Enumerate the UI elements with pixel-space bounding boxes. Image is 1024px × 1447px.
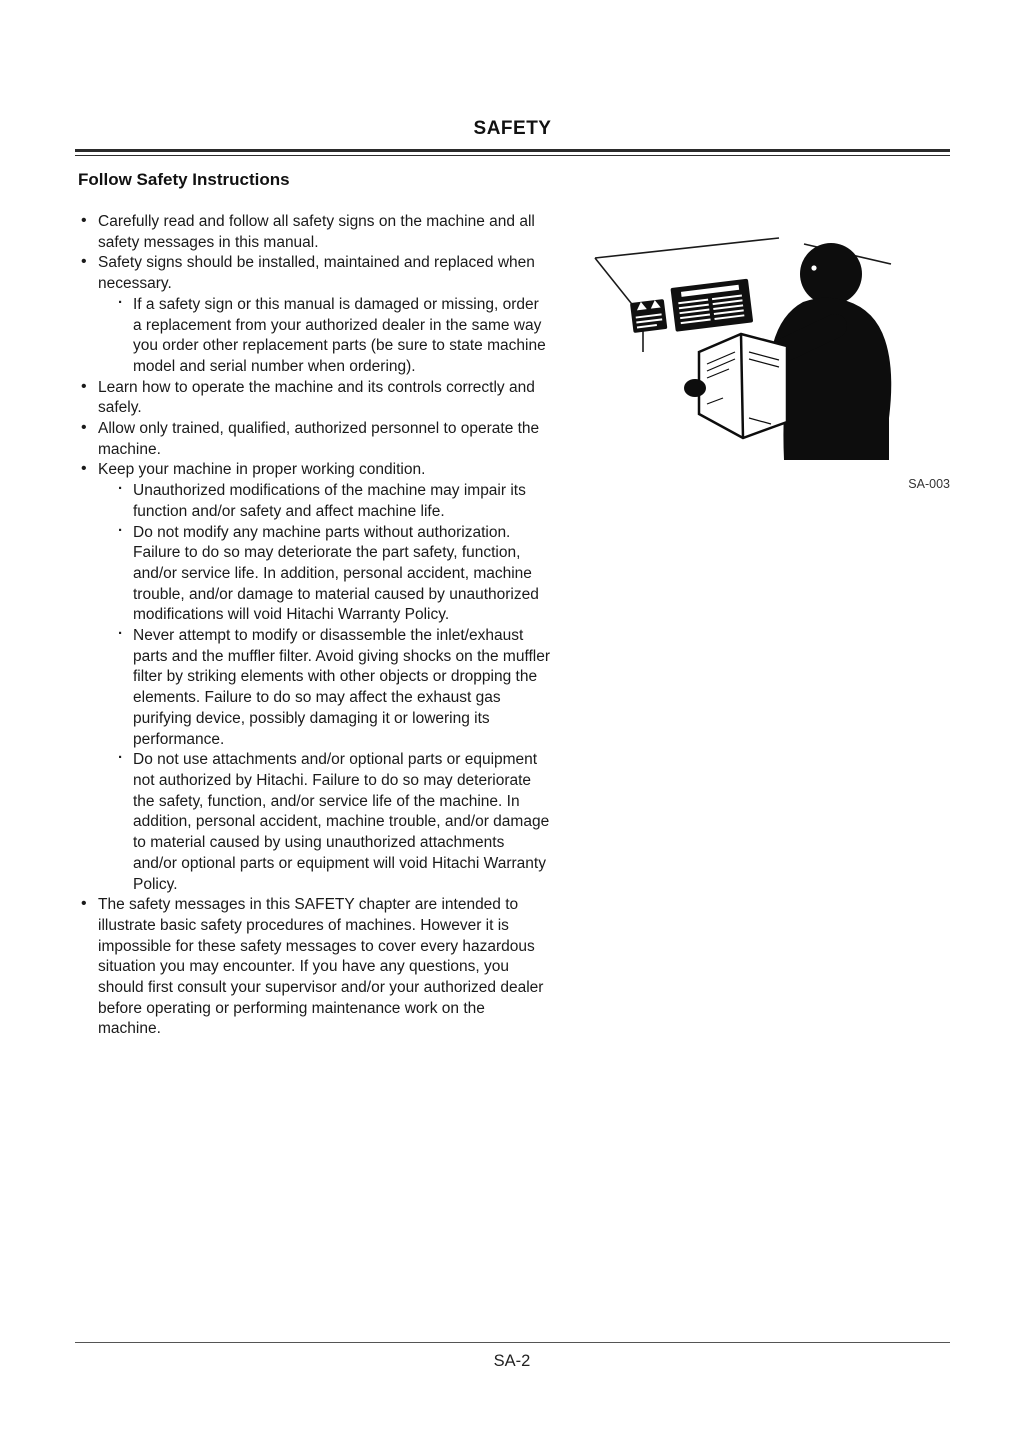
list-item — [78, 460, 550, 895]
sub-list-item — [114, 626, 550, 750]
header-divider — [75, 149, 950, 156]
sub-list-item — [114, 481, 550, 522]
figure — [588, 228, 960, 491]
manual-book — [699, 334, 787, 438]
list-item — [78, 212, 550, 253]
sub-list — [98, 295, 550, 378]
sub-list — [98, 481, 550, 895]
sub-list-item — [114, 750, 550, 895]
manual-reading-illustration — [588, 228, 960, 468]
list-item-text: The safety messages in this SAFETY chapter are intended to illustrate basic safety procedures of machines. However it is impossible for these safety messages to cover every hazardous situation you may encounter. If you have any questions, you should first consult your supervisor and/or your authorized dealer before operating or performing maintenance work on the machine. — [98, 896, 544, 1038]
body-text — [78, 212, 550, 1040]
sub-item-text: Do not use attachments and/or optional parts or equipment not authorized by Hitachi. Failure to do so may deteriorate the safety, function, and/or service life of the machine. In addition, personal accident, machine trouble, and/or damage to material caused by using unauthorized attachments and/or optional parts or equipment will void Hitachi Warranty Policy. — [133, 751, 550, 893]
sub-list-item — [114, 523, 550, 627]
page-header — [75, 118, 950, 156]
hand — [684, 379, 706, 397]
list-item-text: Allow only trained, qualified, authorized personnel to operate the machine. — [98, 420, 540, 458]
figure-caption: SA-003 — [908, 477, 950, 491]
warning-labels — [629, 279, 753, 337]
bullet-list — [78, 212, 550, 1040]
list-item-text: Carefully read and follow all safety signs on the machine and all safety messages in this manual. — [98, 213, 535, 251]
sub-list-item — [114, 295, 550, 378]
list-item — [78, 895, 550, 1040]
page-number: SA-2 — [493, 1352, 531, 1370]
list-item-text: Keep your machine in proper working condition. — [98, 461, 426, 479]
sub-item-text: If a safety sign or this manual is damaged or missing, order a replacement from your authorized dealer in the same way you order other replacement parts (be sure to state machine model and serial number when ordering). — [133, 295, 546, 375]
page-title: SAFETY — [473, 118, 552, 139]
list-item — [78, 419, 550, 460]
list-item — [78, 253, 550, 377]
sub-item-text: Never attempt to modify or disassemble the inlet/exhaust parts and the muffler filter. Avoid giving shocks on the muffler filter by striking elements with other objects or dropping the elements. Failure to do so may affect the exhaust gas purifying device, possibly damaging it or lowering its performance. — [133, 627, 551, 748]
list-item — [78, 378, 550, 419]
sub-item-text: Unauthorized modifications of the machine may impair its function and/or safety and affect machine life. — [133, 482, 526, 520]
list-item-text: Learn how to operate the machine and its controls correctly and safely. — [98, 378, 535, 417]
list-item-text: Safety signs should be installed, maintained and replaced when necessary. — [98, 254, 535, 293]
section-title: Follow Safety Instructions — [78, 170, 290, 189]
footer-divider — [75, 1342, 950, 1343]
sub-item-text: Do not modify any machine parts without authorization. Failure to do so may deteriorate the part safety, function, and/or service life. In addition, personal accident, machine trouble, and/or damage to material caused by unauthorized modifications will void Hitachi Warranty Policy. — [133, 523, 539, 624]
